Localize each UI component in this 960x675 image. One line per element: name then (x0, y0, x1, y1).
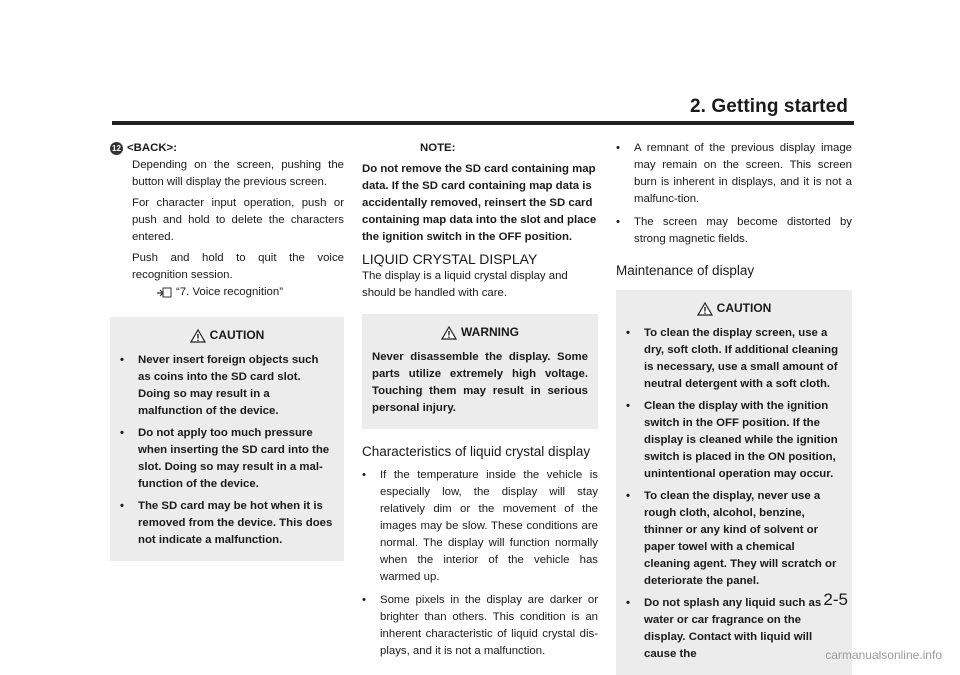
cross-reference[interactable] (110, 284, 344, 301)
note-text: Do not remove the SD card containing map data. If the SD card containing map data is accidentally removed, reinsert the SD card containing map data into the slot and place the ignition switch in the OFF position. (362, 163, 597, 243)
caution-item: • To clean the display, never use a rough cloth, alcohol, benzine, thinner or any kind of solvent or paper towel with a chemical cleaning agent. They will scratch or deteriorate the panel. (626, 490, 837, 587)
warning-triangle-icon (190, 329, 206, 343)
list-item: • Some pixels in the display are darker or brighter than others. This condition is an inherent characteristic of liquid crystal dis-plays, and it is not a malfunction. (362, 594, 598, 657)
caution-heading (120, 327, 334, 344)
back-item-para-2: For character input operation, push or push and hold to delete the characters entered. (132, 197, 344, 243)
subsection-title-characteristics: Characteristics of liquid crystal display (362, 444, 591, 459)
header-rule (112, 121, 854, 125)
cross-reference-text: “7. Voice recognition” (176, 286, 284, 298)
section-title-lcd: LIQUID CRYSTAL DISPLAY (362, 251, 538, 267)
column-2 (362, 140, 598, 660)
back-item-label: <BACK>: (127, 142, 178, 154)
warning-triangle-icon (441, 326, 457, 340)
column-3 (616, 140, 852, 675)
lcd-intro-text: The display is a liquid crystal display and should be handled with care. (362, 270, 568, 299)
note-title: NOTE: (420, 142, 456, 154)
caution-item: • Clean the display with the ignition switch in the OFF position. If the display is cleaned while the ignition switch is placed in the ON position, unintentional operation may occur. (626, 400, 838, 480)
page-number: 2-5 (823, 590, 848, 609)
caution-item: • To clean the display screen, use a dry, soft cloth. If additional cleaning is necessary, use a small amount of neutral detergent with a soft cloth. (626, 327, 839, 390)
caution-box-sd-card (110, 317, 344, 561)
item-number-badge: 12 (110, 142, 123, 155)
back-item-para-3: Push and hold to quit the voice recognition session. (132, 252, 344, 281)
page-header-title: 2. Getting started (689, 96, 848, 117)
reference-pointer-icon (156, 286, 172, 299)
warning-triangle-icon (697, 302, 713, 316)
back-item-heading (110, 140, 344, 157)
subsection-title-maintenance: Maintenance of display (616, 263, 755, 278)
warning-title: WARNING (461, 325, 519, 339)
list-item: • The screen may become distorted by strong magnetic fields. (616, 216, 852, 245)
caution-item: • Never insert foreign objects such as coins into the SD card slot. Doing so may result in a malfunction of the device. (120, 354, 319, 417)
list-item: • If the temperature inside the vehicle is especially low, the display will stay relatively dim or the movement of the images may be slow. These conditions are normal. The display will function normally when the interior of the vehicle has warmed up. (362, 469, 598, 583)
list-item: • A remnant of the previous display image may remain on the screen. This screen burn is inherent in displays, and it is not a malfunc-tion. (616, 142, 852, 205)
warning-heading (372, 324, 588, 341)
caution-heading (626, 300, 842, 317)
caution-item: • Do not apply too much pressure when inserting the SD card into the slot. Doing so may result in a mal-function of the device. (120, 427, 330, 490)
caution-item: • Do not splash any liquid such as water or car fragrance on the display. Contact with liquid will cause the (626, 597, 822, 660)
warning-box (362, 314, 598, 429)
caution-title: CAUTION (209, 328, 265, 342)
column-1 (110, 140, 344, 561)
caution-title: CAUTION (716, 301, 772, 315)
caution-item: • The SD card may be hot when it is removed from the device. This does not indicate a malfunction. (120, 500, 333, 546)
warning-text: Never disassemble the display. Some parts utilize extremely high voltage. Touching them may result in serious personal injury. (372, 351, 588, 414)
caution-box-maintenance (616, 290, 852, 675)
back-item-para-1: Depending on the screen, pushing the button will display the previous screen. (132, 159, 344, 188)
watermark: carmanualsonline.info (825, 648, 942, 662)
